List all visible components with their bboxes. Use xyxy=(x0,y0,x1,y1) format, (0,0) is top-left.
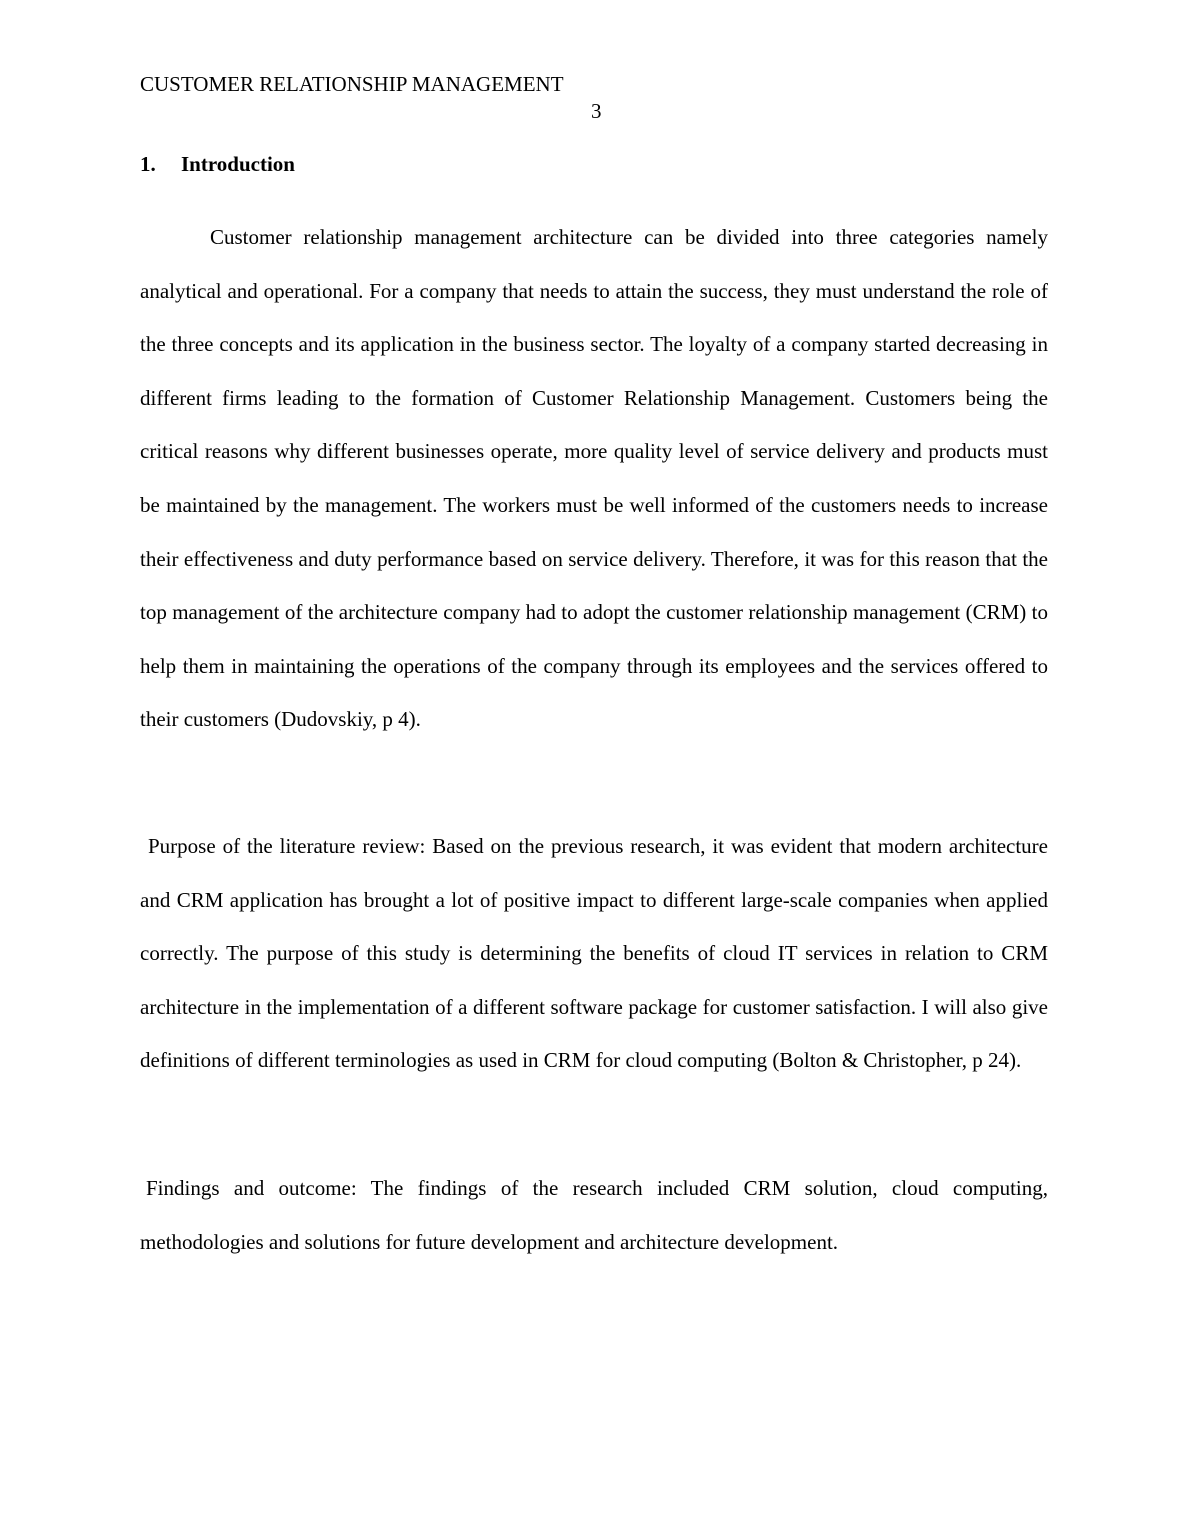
section-number: 1. xyxy=(140,152,156,176)
paragraph-findings: Findings and outcome: The findings of the research included CRM solution, cloud computing, methodologies and solutions for future development and architecture development. xyxy=(140,1176,1048,1254)
section-heading xyxy=(140,150,295,178)
page-number: 3 xyxy=(591,99,602,123)
section-title: Introduction xyxy=(181,152,295,176)
paragraph-purpose: Purpose of the literature review: Based on the previous research, it was evident that modern architecture and CRM application has brought a lot of positive impact to different large-scale companies when applied correctly. The purpose of this study is determining the benefits of cloud IT services in relation to CRM architecture in the implementation of a different software package for customer satisfaction. I will also give definitions of different terminologies as used in CRM for cloud computing (Bolton & Christopher, p 24). xyxy=(140,834,1048,1073)
running-head: CUSTOMER RELATIONSHIP MANAGEMENT xyxy=(140,72,564,96)
paragraph-introduction: Customer relationship management architecture can be divided into three categories namely analytical and operational. For a company that needs to attain the success, they must understand the role of the three concepts and its application in the business sector. The loyalty of a company started decreasing in different firms leading to the formation of Customer Relationship Management. Customers being the critical reasons why different businesses operate, more quality level of service delivery and products must be maintained by the management. The workers must be well informed of the customers needs to increase their effectiveness and duty performance based on service delivery. Therefore, it was for this reason that the top management of the architecture company had to adopt the customer relationship management (CRM) to help them in maintaining the operations of the company through its employees and the services offered to their customers (Dudovskiy, p 4). xyxy=(140,225,1048,732)
